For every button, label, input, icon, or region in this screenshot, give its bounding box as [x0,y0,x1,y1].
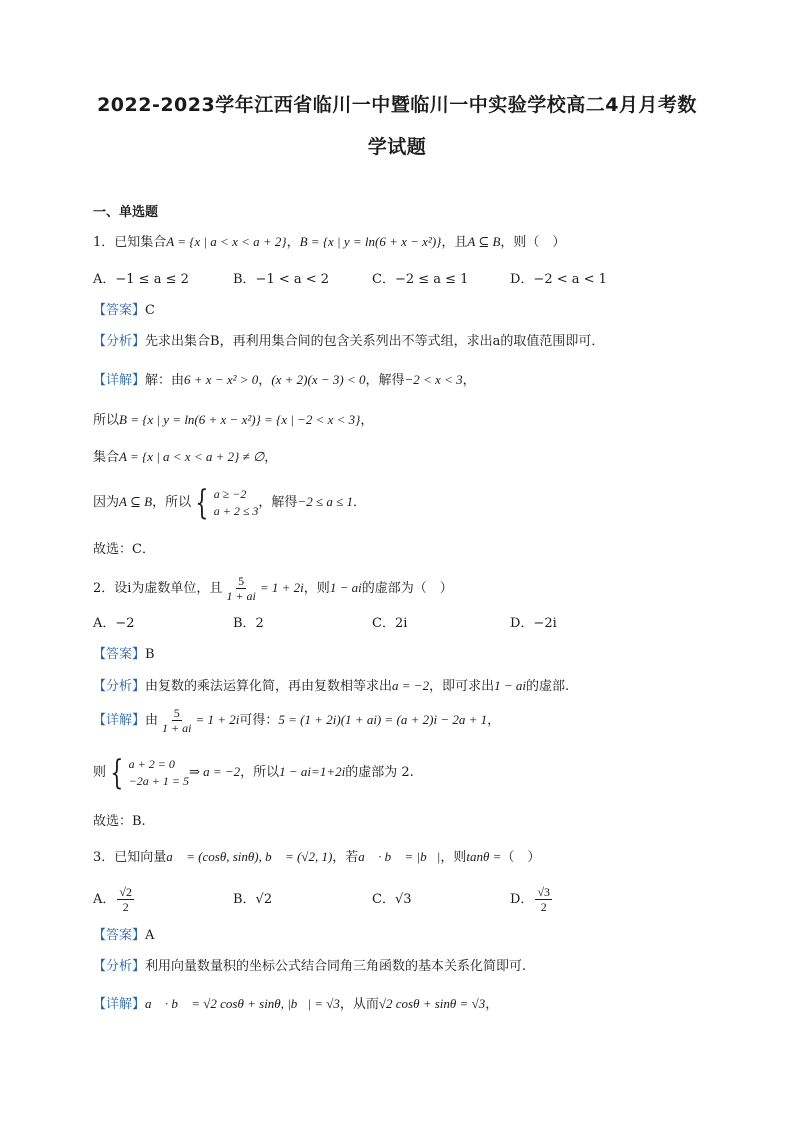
q3-detail-1: 【详解】a⃗ · b⃗ = √2 cosθ + sinθ, |b⃗| = √3，从而√2 cosθ + sinθ = √3， [93,996,499,1012]
q1-option-d: D．−2 < a < 1 [510,272,607,287]
q1-conclusion: 故选：C． [93,542,155,557]
q2-option-b: B．2 [233,616,264,631]
q1-analysis: 【分析】先求出集合B，再利用集合间的包含关系列出不等式组，求出a的取值范围即可． [93,334,605,349]
q1-detail-1: 【详解】解：由6 + x − x² > 0，(x + 2)(x − 3) < 0，解得−2 < x < 3， [93,372,476,388]
q3-option-b: B．√2 [233,892,273,907]
q1-detail-2: 所以B = {x | y = ln(6 + x − x²)} = {x | −2 < x < 3}， [93,412,374,428]
q1-option-a: A．−1 ≤ a ≤ 2 [93,272,189,287]
q2-detail-2: 则 { a + 2 = 0 −2a + 1 = 5 ⇒ a = −2，所以1 − ai=1+2i的虚部为 2. [93,752,414,793]
section-heading: 一、单选题 [93,205,159,220]
q2-detail-fraction: $\frac{5}{1 + ai}$ [162,706,192,735]
q2-fraction: $\frac{5}{1 + ai}$ [226,574,256,603]
q2-answer: 【答案】B [93,647,155,662]
q2-equation-system: { a + 2 = 0 −2a + 1 = 5 [110,752,189,793]
q2-option-a: A．−2 [93,616,135,631]
q2-detail-1: 【详解】由 $\frac{5}{1 + ai}$ = 1 + 2i可得：5 = (1 + 2i)(1 + ai) = (a + 2)i − 2a + 1， [93,706,501,735]
q3-stem: 3．已知向量a⃗ = (cosθ, sinθ), b⃗ = (√2, 1)，若a⃗ · b⃗ = |b⃗|，则tanθ =（ ） [93,849,541,865]
document-title-line1: 2022-2023学年江西省临川一中暨临川一中实验学校高二4月月考数 [97,94,697,116]
q2-stem: 2．设i为虚数单位，且 $\frac{5}{1 + ai}$ = 1 + 2i，则1 − ai的虚部为（ ） [93,574,453,603]
q1-detail-3: 集合A = {x | a < x < a + 2} ≠ ∅， [93,449,278,465]
q1-stem: 1．已知集合A = {x | a < x < a + 2}，B = {x | y = ln(6 + x − x²)}，且A ⊆ B，则（ ） [93,234,566,250]
q1-option-c: C．−2 ≤ a ≤ 1 [372,272,469,287]
q1-answer: 【答案】C [93,303,155,318]
q3-option-d: D． $\frac{√3}{2}$ [510,885,551,914]
q2-analysis: 【分析】由复数的乘法运算化简，再由复数相等求出a = −2，即可求出1 − ai的虚部. [93,678,570,694]
q2-option-c: C．2i [372,616,408,631]
q1-detail-4: 因为A ⊆ B，所以 { a ≥ −2 a + 2 ≤ 3 ，解得−2 ≤ a ≤ 1． [93,482,366,523]
q3-option-a: A． $\frac{√2}{2}$ [93,885,132,914]
q3-answer: 【答案】A [93,928,155,943]
q3-analysis: 【分析】利用向量数量积的坐标公式结合同角三角函数的基本关系化简即可. [93,959,527,974]
document-title-line2: 学试题 [367,136,427,158]
q1-inequality-system: { a ≥ −2 a + 2 ≤ 3 [195,482,259,523]
q1-option-b: B．−1 < a < 2 [233,272,330,287]
q2-option-d: D．−2i [510,616,557,631]
q2-conclusion: 故选：B. [93,814,146,829]
q3-option-c: C．√3 [372,892,412,907]
